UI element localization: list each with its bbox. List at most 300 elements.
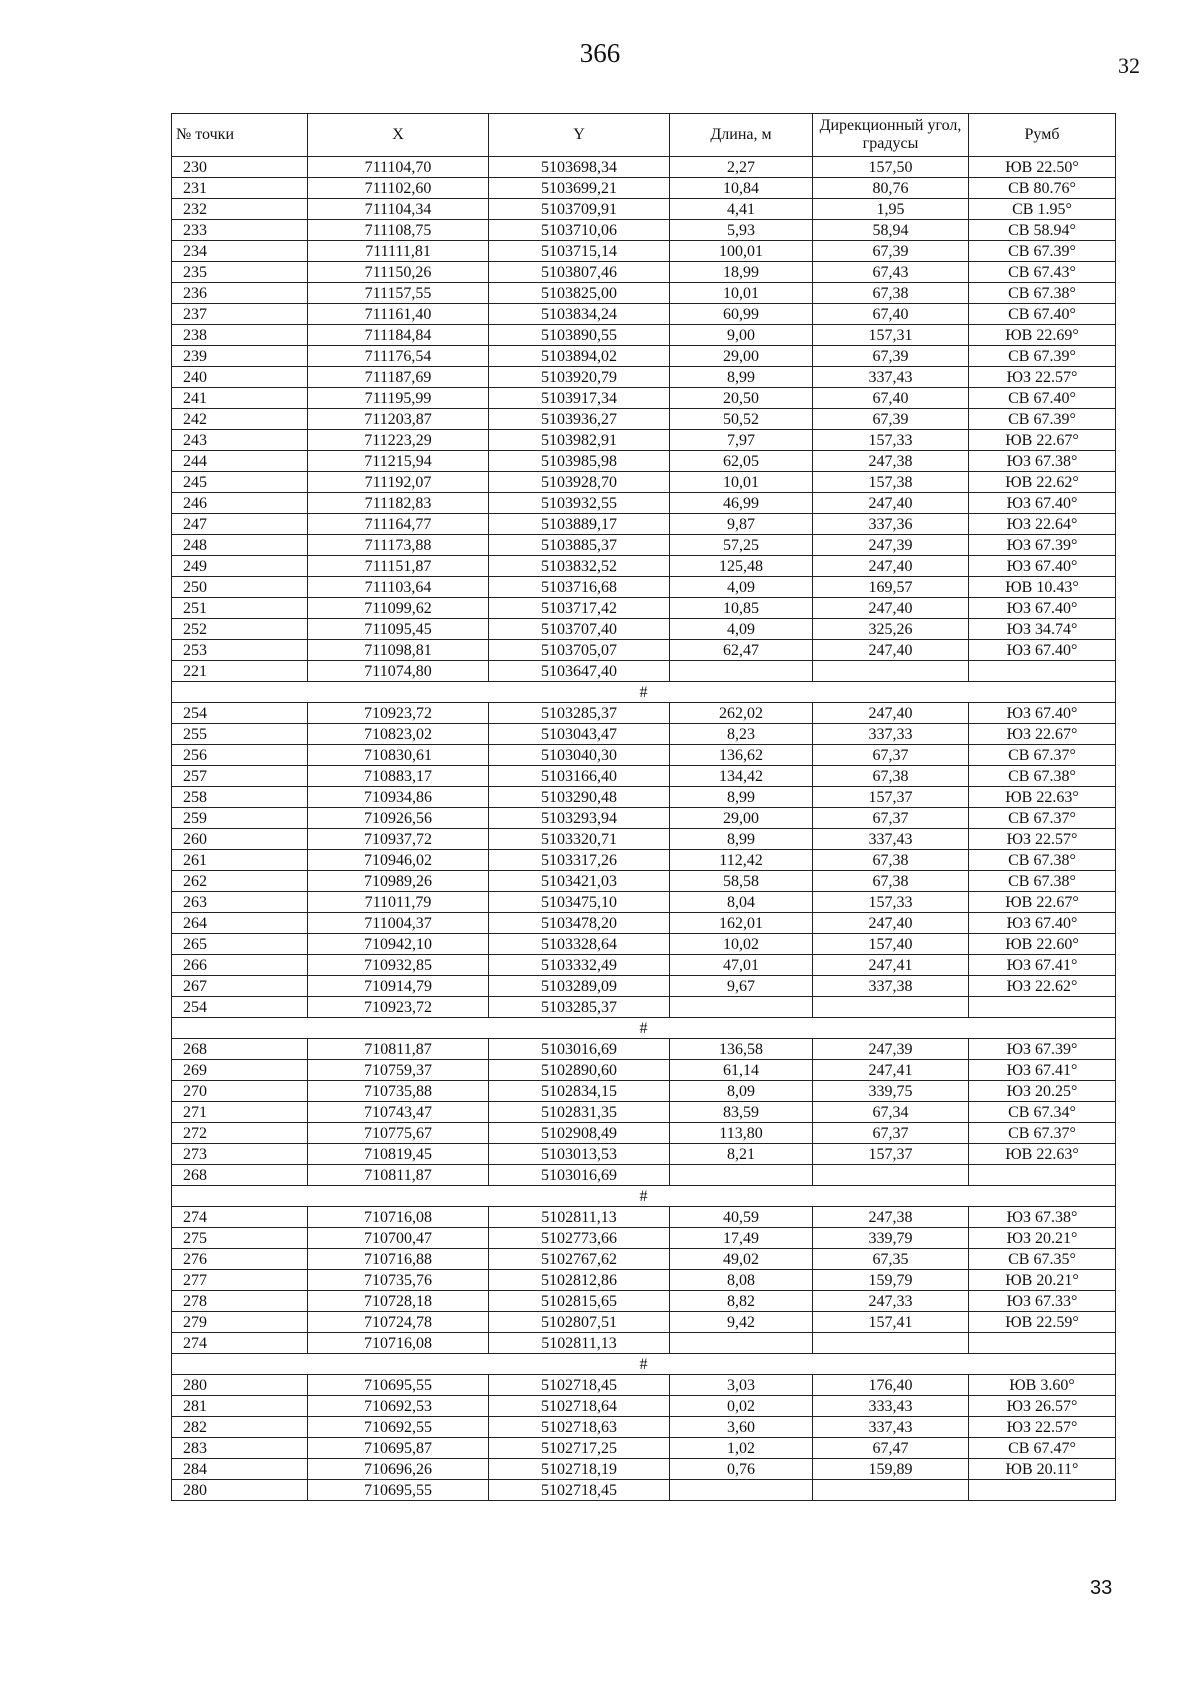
bearing-cell <box>969 1333 1116 1354</box>
table-row <box>172 724 1116 745</box>
table-row <box>172 913 1116 934</box>
x-cell: 711098,81 <box>308 640 489 661</box>
table-row <box>172 1207 1116 1228</box>
section-separator: # <box>172 682 1116 703</box>
bearing-cell: ЮЗ 22.62° <box>969 976 1116 997</box>
length-cell: 49,02 <box>670 1249 813 1270</box>
bearing-cell: ЮЗ 67.38° <box>969 1207 1116 1228</box>
angle-cell: 157,38 <box>813 472 969 493</box>
y-cell: 5103478,20 <box>489 913 670 934</box>
point-number-cell: 244 <box>172 451 308 472</box>
y-cell: 5102831,35 <box>489 1102 670 1123</box>
bearing-cell: СВ 67.35° <box>969 1249 1116 1270</box>
y-cell: 5103421,03 <box>489 871 670 892</box>
point-number-cell: 263 <box>172 892 308 913</box>
angle-cell: 333,43 <box>813 1396 969 1417</box>
y-cell: 5103647,40 <box>489 661 670 682</box>
x-cell: 710700,47 <box>308 1228 489 1249</box>
coordinates-table <box>171 113 1116 1501</box>
table-row <box>172 430 1116 451</box>
table-row <box>172 1270 1116 1291</box>
x-cell: 711151,87 <box>308 556 489 577</box>
point-number-cell: 280 <box>172 1375 308 1396</box>
table-header <box>172 114 1116 157</box>
angle-cell: 337,36 <box>813 514 969 535</box>
angle-cell: 67,38 <box>813 871 969 892</box>
table-row <box>172 892 1116 913</box>
y-cell: 5102811,13 <box>489 1333 670 1354</box>
bearing-cell: СВ 67.37° <box>969 745 1116 766</box>
y-cell: 5102812,86 <box>489 1270 670 1291</box>
table-row <box>172 1228 1116 1249</box>
table-row <box>172 388 1116 409</box>
table-row <box>172 640 1116 661</box>
y-cell: 5102718,63 <box>489 1417 670 1438</box>
x-cell: 710728,18 <box>308 1291 489 1312</box>
length-cell: 3,60 <box>670 1417 813 1438</box>
x-cell: 711182,83 <box>308 493 489 514</box>
angle-cell: 247,40 <box>813 640 969 661</box>
x-cell: 711195,99 <box>308 388 489 409</box>
angle-cell: 67,38 <box>813 850 969 871</box>
x-cell: 711104,34 <box>308 199 489 220</box>
bearing-cell: ЮЗ 22.57° <box>969 829 1116 850</box>
table-row <box>172 1039 1116 1060</box>
table-row <box>172 409 1116 430</box>
table-row <box>172 241 1116 262</box>
table-row <box>172 1312 1116 1333</box>
length-cell: 29,00 <box>670 808 813 829</box>
point-number-cell: 283 <box>172 1438 308 1459</box>
x-cell: 710743,47 <box>308 1102 489 1123</box>
y-cell: 5103320,71 <box>489 829 670 850</box>
angle-cell: 67,39 <box>813 346 969 367</box>
length-cell: 8,09 <box>670 1081 813 1102</box>
point-number-cell: 256 <box>172 745 308 766</box>
angle-cell: 159,79 <box>813 1270 969 1291</box>
bearing-cell: СВ 1.95° <box>969 199 1116 220</box>
angle-cell: 247,38 <box>813 451 969 472</box>
table-row <box>172 283 1116 304</box>
angle-cell: 157,41 <box>813 1312 969 1333</box>
bearing-cell: СВ 67.43° <box>969 262 1116 283</box>
table-row <box>172 871 1116 892</box>
point-number-cell: 261 <box>172 850 308 871</box>
table-row <box>172 1333 1116 1354</box>
length-cell: 136,58 <box>670 1039 813 1060</box>
angle-cell: 67,39 <box>813 409 969 430</box>
header-x: X <box>308 114 489 157</box>
y-cell: 5103890,55 <box>489 325 670 346</box>
angle-cell: 247,39 <box>813 535 969 556</box>
point-number-cell: 280 <box>172 1480 308 1501</box>
table-row <box>172 1438 1116 1459</box>
table-row <box>172 493 1116 514</box>
length-cell: 8,99 <box>670 829 813 850</box>
angle-cell <box>813 661 969 682</box>
point-number-cell: 242 <box>172 409 308 430</box>
point-number-cell: 234 <box>172 241 308 262</box>
table-row <box>172 157 1116 178</box>
bearing-cell: ЮВ 22.67° <box>969 430 1116 451</box>
point-number-cell: 230 <box>172 157 308 178</box>
angle-cell: 247,40 <box>813 913 969 934</box>
angle-cell <box>813 997 969 1018</box>
x-cell: 711157,55 <box>308 283 489 304</box>
section-separator-row <box>172 1354 1116 1375</box>
section-separator-row <box>172 682 1116 703</box>
x-cell: 710946,02 <box>308 850 489 871</box>
angle-cell: 247,40 <box>813 493 969 514</box>
table-row <box>172 556 1116 577</box>
bearing-cell: СВ 67.38° <box>969 850 1116 871</box>
bearing-cell: СВ 67.40° <box>969 388 1116 409</box>
y-cell: 5103016,69 <box>489 1039 670 1060</box>
bearing-cell: ЮВ 20.21° <box>969 1270 1116 1291</box>
angle-cell: 337,43 <box>813 367 969 388</box>
point-number-cell: 274 <box>172 1333 308 1354</box>
length-cell: 5,93 <box>670 220 813 241</box>
bearing-cell: СВ 67.39° <box>969 241 1116 262</box>
y-cell: 5103699,21 <box>489 178 670 199</box>
x-cell: 711173,88 <box>308 535 489 556</box>
bearing-cell: ЮВ 10.43° <box>969 577 1116 598</box>
x-cell: 710811,87 <box>308 1039 489 1060</box>
x-cell: 710724,78 <box>308 1312 489 1333</box>
bearing-cell: ЮЗ 20.21° <box>969 1228 1116 1249</box>
point-number-cell: 282 <box>172 1417 308 1438</box>
y-cell: 5103917,34 <box>489 388 670 409</box>
table-row <box>172 850 1116 871</box>
table-row <box>172 451 1116 472</box>
angle-cell: 169,57 <box>813 577 969 598</box>
length-cell: 61,14 <box>670 1060 813 1081</box>
y-cell: 5102718,45 <box>489 1480 670 1501</box>
y-cell: 5103289,09 <box>489 976 670 997</box>
bearing-cell: ЮЗ 67.38° <box>969 451 1116 472</box>
bearing-cell: ЮЗ 22.57° <box>969 1417 1116 1438</box>
length-cell: 9,00 <box>670 325 813 346</box>
length-cell: 113,80 <box>670 1123 813 1144</box>
bearing-cell: ЮВ 22.59° <box>969 1312 1116 1333</box>
x-cell: 710923,72 <box>308 997 489 1018</box>
angle-cell: 337,43 <box>813 829 969 850</box>
length-cell: 9,67 <box>670 976 813 997</box>
angle-cell: 157,40 <box>813 934 969 955</box>
length-cell: 262,02 <box>670 703 813 724</box>
angle-cell: 337,38 <box>813 976 969 997</box>
bearing-cell: СВ 67.37° <box>969 1123 1116 1144</box>
y-cell: 5103715,14 <box>489 241 670 262</box>
bearing-cell <box>969 1480 1116 1501</box>
angle-cell: 67,40 <box>813 304 969 325</box>
length-cell: 83,59 <box>670 1102 813 1123</box>
x-cell: 710989,26 <box>308 871 489 892</box>
x-cell: 711176,54 <box>308 346 489 367</box>
table-row <box>172 367 1116 388</box>
bearing-cell: ЮВ 22.67° <box>969 892 1116 913</box>
length-cell: 7,97 <box>670 430 813 451</box>
header-point-number: № точки <box>172 114 308 157</box>
table-row <box>172 1144 1116 1165</box>
angle-cell: 157,37 <box>813 1144 969 1165</box>
angle-cell: 157,50 <box>813 157 969 178</box>
length-cell: 8,82 <box>670 1291 813 1312</box>
table-row <box>172 262 1116 283</box>
bearing-cell: СВ 58.94° <box>969 220 1116 241</box>
point-number-cell: 221 <box>172 661 308 682</box>
point-number-cell: 268 <box>172 1039 308 1060</box>
length-cell: 20,50 <box>670 388 813 409</box>
length-cell <box>670 1480 813 1501</box>
length-cell: 10,85 <box>670 598 813 619</box>
y-cell: 5103985,98 <box>489 451 670 472</box>
point-number-cell: 254 <box>172 997 308 1018</box>
section-separator-row <box>172 1186 1116 1207</box>
bearing-cell: ЮЗ 20.25° <box>969 1081 1116 1102</box>
table-row <box>172 808 1116 829</box>
x-cell: 711111,81 <box>308 241 489 262</box>
length-cell: 9,42 <box>670 1312 813 1333</box>
y-cell: 5103016,69 <box>489 1165 670 1186</box>
table-row <box>172 1291 1116 1312</box>
bearing-cell: ЮЗ 67.40° <box>969 556 1116 577</box>
point-number-cell: 247 <box>172 514 308 535</box>
y-cell: 5103834,24 <box>489 304 670 325</box>
point-number-cell: 235 <box>172 262 308 283</box>
length-cell: 100,01 <box>670 241 813 262</box>
bearing-cell: ЮВ 22.63° <box>969 787 1116 808</box>
table-row <box>172 1102 1116 1123</box>
angle-cell <box>813 1333 969 1354</box>
x-cell: 711161,40 <box>308 304 489 325</box>
table-row <box>172 661 1116 682</box>
length-cell: 1,02 <box>670 1438 813 1459</box>
angle-cell: 67,38 <box>813 766 969 787</box>
y-cell: 5102717,25 <box>489 1438 670 1459</box>
point-number-cell: 232 <box>172 199 308 220</box>
bearing-cell: СВ 67.37° <box>969 808 1116 829</box>
bearing-cell: СВ 80.76° <box>969 178 1116 199</box>
y-cell: 5102908,49 <box>489 1123 670 1144</box>
y-cell: 5103928,70 <box>489 472 670 493</box>
y-cell: 5103920,79 <box>489 367 670 388</box>
length-cell: 0,76 <box>670 1459 813 1480</box>
point-number-cell: 271 <box>172 1102 308 1123</box>
x-cell: 710696,26 <box>308 1459 489 1480</box>
y-cell: 5103698,34 <box>489 157 670 178</box>
angle-cell: 67,37 <box>813 808 969 829</box>
angle-cell: 67,37 <box>813 745 969 766</box>
length-cell: 162,01 <box>670 913 813 934</box>
bearing-cell: СВ 67.39° <box>969 346 1116 367</box>
point-number-cell: 248 <box>172 535 308 556</box>
table-body <box>172 157 1116 1501</box>
angle-cell: 67,43 <box>813 262 969 283</box>
y-cell: 5103293,94 <box>489 808 670 829</box>
angle-cell <box>813 1480 969 1501</box>
table-row <box>172 829 1116 850</box>
x-cell: 710692,55 <box>308 1417 489 1438</box>
angle-cell: 337,43 <box>813 1417 969 1438</box>
length-cell: 29,00 <box>670 346 813 367</box>
point-number-cell: 238 <box>172 325 308 346</box>
table-row <box>172 703 1116 724</box>
bearing-cell: ЮВ 20.11° <box>969 1459 1116 1480</box>
length-cell: 8,04 <box>670 892 813 913</box>
length-cell: 4,09 <box>670 577 813 598</box>
point-number-cell: 240 <box>172 367 308 388</box>
length-cell: 3,03 <box>670 1375 813 1396</box>
bearing-cell: ЮВ 22.63° <box>969 1144 1116 1165</box>
angle-cell: 157,31 <box>813 325 969 346</box>
bearing-cell: ЮЗ 67.33° <box>969 1291 1116 1312</box>
point-number-cell: 267 <box>172 976 308 997</box>
table-row <box>172 1396 1116 1417</box>
table-row <box>172 514 1116 535</box>
length-cell: 47,01 <box>670 955 813 976</box>
point-number-cell: 236 <box>172 283 308 304</box>
x-cell: 710811,87 <box>308 1165 489 1186</box>
point-number-cell: 241 <box>172 388 308 409</box>
point-number-cell: 233 <box>172 220 308 241</box>
y-cell: 5103328,64 <box>489 934 670 955</box>
point-number-cell: 273 <box>172 1144 308 1165</box>
point-number-cell: 249 <box>172 556 308 577</box>
y-cell: 5102718,64 <box>489 1396 670 1417</box>
angle-cell: 247,39 <box>813 1039 969 1060</box>
x-cell: 710934,86 <box>308 787 489 808</box>
point-number-cell: 231 <box>172 178 308 199</box>
bearing-cell: СВ 67.38° <box>969 283 1116 304</box>
x-cell: 710692,53 <box>308 1396 489 1417</box>
bearing-cell: ЮЗ 22.67° <box>969 724 1116 745</box>
x-cell: 710716,08 <box>308 1207 489 1228</box>
y-cell: 5103705,07 <box>489 640 670 661</box>
y-cell: 5103889,17 <box>489 514 670 535</box>
bearing-cell <box>969 1165 1116 1186</box>
point-number-cell: 277 <box>172 1270 308 1291</box>
point-number-cell: 252 <box>172 619 308 640</box>
y-cell: 5103717,42 <box>489 598 670 619</box>
point-number-cell: 253 <box>172 640 308 661</box>
length-cell: 62,05 <box>670 451 813 472</box>
length-cell <box>670 1333 813 1354</box>
angle-cell: 157,37 <box>813 787 969 808</box>
page-number-right: 32 <box>1118 53 1140 78</box>
x-cell: 711164,77 <box>308 514 489 535</box>
bearing-cell: ЮЗ 67.40° <box>969 640 1116 661</box>
table-row <box>172 598 1116 619</box>
angle-cell: 80,76 <box>813 178 969 199</box>
length-cell: 58,58 <box>670 871 813 892</box>
bearing-cell: ЮВ 22.62° <box>969 472 1116 493</box>
page-number-bottom: 33 <box>1090 1577 1113 1599</box>
point-number-cell: 246 <box>172 493 308 514</box>
angle-cell: 67,34 <box>813 1102 969 1123</box>
length-cell: 60,99 <box>670 304 813 325</box>
bearing-cell: ЮЗ 22.57° <box>969 367 1116 388</box>
bearing-cell: ЮЗ 67.39° <box>969 1039 1116 1060</box>
point-number-cell: 276 <box>172 1249 308 1270</box>
table-row <box>172 1459 1116 1480</box>
x-cell: 711011,79 <box>308 892 489 913</box>
x-cell: 711223,29 <box>308 430 489 451</box>
angle-cell: 339,75 <box>813 1081 969 1102</box>
y-cell: 5103710,06 <box>489 220 670 241</box>
table-row <box>172 1060 1116 1081</box>
point-number-cell: 260 <box>172 829 308 850</box>
length-cell: 10,01 <box>670 472 813 493</box>
length-cell: 18,99 <box>670 262 813 283</box>
x-cell: 711095,45 <box>308 619 489 640</box>
table-row <box>172 346 1116 367</box>
point-number-cell: 257 <box>172 766 308 787</box>
table-row <box>172 1375 1116 1396</box>
table-row <box>172 934 1116 955</box>
bearing-cell: ЮВ 22.50° <box>969 157 1116 178</box>
angle-cell: 67,38 <box>813 283 969 304</box>
length-cell: 46,99 <box>670 493 813 514</box>
point-number-cell: 245 <box>172 472 308 493</box>
x-cell: 711004,37 <box>308 913 489 934</box>
bearing-cell: СВ 67.39° <box>969 409 1116 430</box>
bearing-cell: СВ 67.34° <box>969 1102 1116 1123</box>
angle-cell: 67,39 <box>813 241 969 262</box>
x-cell: 710716,08 <box>308 1333 489 1354</box>
y-cell: 5103885,37 <box>489 535 670 556</box>
angle-cell: 247,41 <box>813 1060 969 1081</box>
y-cell: 5102773,66 <box>489 1228 670 1249</box>
angle-cell: 325,26 <box>813 619 969 640</box>
x-cell: 710942,10 <box>308 934 489 955</box>
angle-cell: 67,40 <box>813 388 969 409</box>
point-number-cell: 264 <box>172 913 308 934</box>
length-cell: 10,84 <box>670 178 813 199</box>
bearing-cell: СВ 67.38° <box>969 871 1116 892</box>
table-row <box>172 1123 1116 1144</box>
bearing-cell: СВ 67.47° <box>969 1438 1116 1459</box>
point-number-cell: 237 <box>172 304 308 325</box>
point-number-cell: 255 <box>172 724 308 745</box>
y-cell: 5103475,10 <box>489 892 670 913</box>
bearing-cell <box>969 661 1116 682</box>
bearing-cell <box>969 997 1116 1018</box>
y-cell: 5103285,37 <box>489 997 670 1018</box>
angle-cell: 67,47 <box>813 1438 969 1459</box>
angle-cell: 159,89 <box>813 1459 969 1480</box>
table-row <box>172 472 1116 493</box>
point-number-cell: 270 <box>172 1081 308 1102</box>
x-cell: 710716,88 <box>308 1249 489 1270</box>
length-cell: 10,01 <box>670 283 813 304</box>
table-row <box>172 535 1116 556</box>
point-number-cell: 275 <box>172 1228 308 1249</box>
page-number-top: 366 <box>579 38 621 68</box>
x-cell: 711103,64 <box>308 577 489 598</box>
y-cell: 5102834,15 <box>489 1081 670 1102</box>
angle-cell: 247,38 <box>813 1207 969 1228</box>
length-cell: 40,59 <box>670 1207 813 1228</box>
point-number-cell: 281 <box>172 1396 308 1417</box>
x-cell: 710830,61 <box>308 745 489 766</box>
table-row <box>172 1480 1116 1501</box>
header-length: Длина, м <box>670 114 813 157</box>
x-cell: 710735,88 <box>308 1081 489 1102</box>
angle-cell: 247,40 <box>813 556 969 577</box>
x-cell: 710735,76 <box>308 1270 489 1291</box>
y-cell: 5103332,49 <box>489 955 670 976</box>
